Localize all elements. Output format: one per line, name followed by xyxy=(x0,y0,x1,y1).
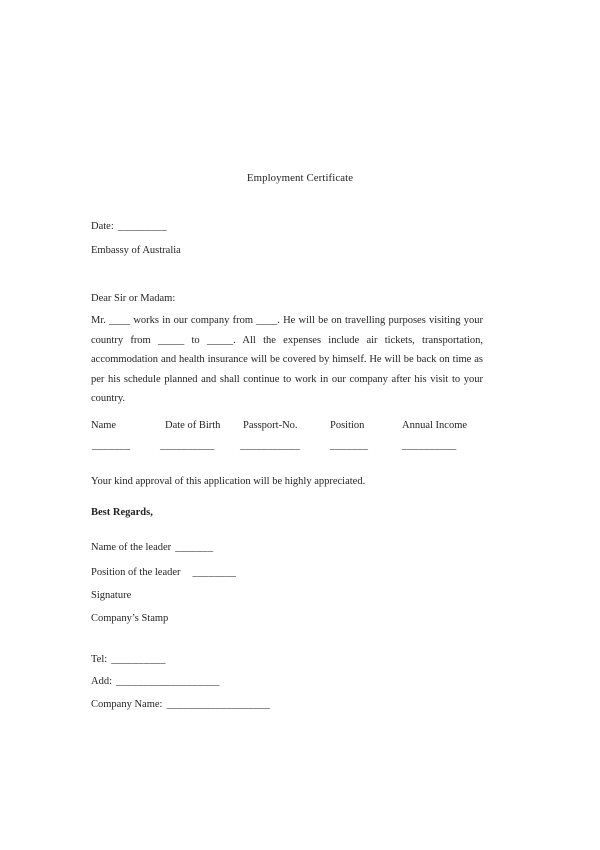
table-header-position: Position xyxy=(330,420,365,431)
table-blank-annual-income: __________ xyxy=(402,440,457,451)
date-line xyxy=(91,219,167,234)
address-label: Add: xyxy=(91,676,112,687)
table-header-annual-income: Annual Income xyxy=(402,420,468,431)
signature-label-line: Signature xyxy=(91,590,132,601)
tel-line xyxy=(91,652,166,667)
closing-line: Best Regards, xyxy=(91,507,153,518)
address-blank: ___________________ xyxy=(116,676,220,687)
approval-note-line: Your kind approval of this application will be highly appreciated. xyxy=(91,476,366,487)
document-title: Employment Certificate xyxy=(246,172,354,184)
company-name-line xyxy=(91,697,270,712)
table-blank-row xyxy=(91,440,483,456)
tel-label: Tel: xyxy=(91,654,108,665)
table-header-passport-no: Passport-No. xyxy=(243,420,298,431)
company-name-blank: ___________________ xyxy=(166,699,271,710)
salutation-line: Dear Sir or Madam: xyxy=(91,293,176,304)
leader-name-label: Name of the leader xyxy=(91,542,172,553)
table-header-name: Name xyxy=(91,420,117,431)
leader-name-blank: _______ xyxy=(175,542,214,553)
leader-position-label: Position of the leader xyxy=(91,567,181,578)
table-blank-passport-no: ___________ xyxy=(240,440,300,451)
table-header-date-of-birth: Date of Birth xyxy=(165,420,221,431)
recipient-line: Embassy of Australia xyxy=(91,245,181,256)
table-blank-date-of-birth: __________ xyxy=(160,440,215,451)
table-header-row xyxy=(91,420,483,436)
body-paragraph: Mr. ____ works in our company from ____. He will be on travelling purposes visiting your country from _____ to _____. All the expenses include air tickets, transportation, accommodation and health insurance will be covered by himself. He will be back on time as per his schedule planned and shall continue to work in our company after his visit to your country. xyxy=(91,315,483,404)
leader-name-line xyxy=(91,540,213,555)
leader-position-line xyxy=(91,565,236,580)
table-blank-name: _______ xyxy=(92,440,131,451)
tel-blank: __________ xyxy=(111,654,166,665)
company-name-label: Company Name: xyxy=(91,699,163,710)
leader-position-blank: ________ xyxy=(192,567,237,578)
address-line xyxy=(91,674,220,689)
date-blank: _________ xyxy=(117,221,167,232)
date-label: Date: xyxy=(91,221,114,232)
table-blank-position: _______ xyxy=(330,440,369,451)
company-stamp-label-line: Company’s Stamp xyxy=(91,613,169,624)
